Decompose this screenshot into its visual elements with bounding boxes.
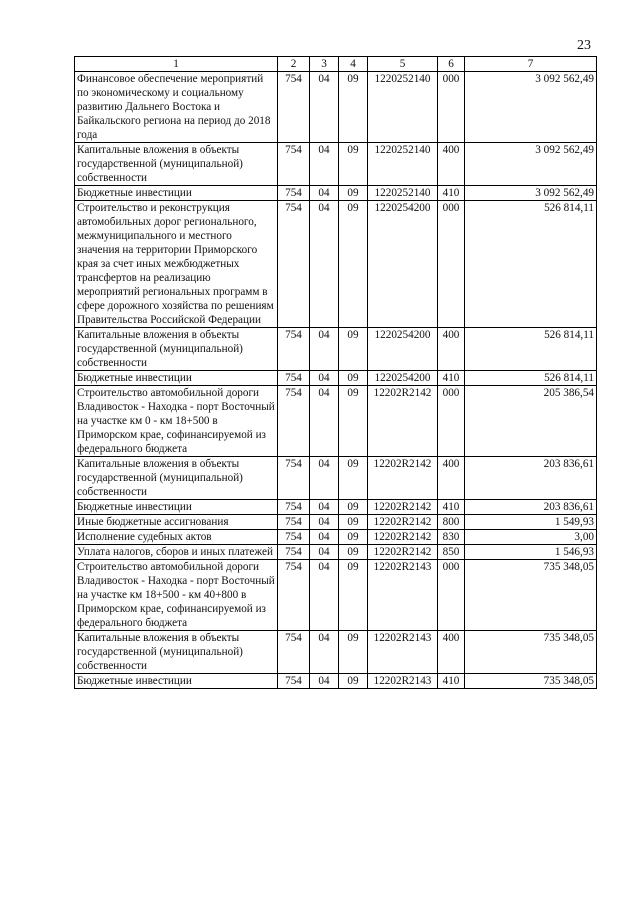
row-amount: 205 386,54: [465, 386, 597, 457]
row-subsection-code: 09: [339, 545, 368, 560]
row-subsection-code: 09: [339, 530, 368, 545]
row-expense-type: 000: [438, 560, 465, 631]
row-expense-type: 830: [438, 530, 465, 545]
row-name: Исполнение судебных актов: [75, 530, 278, 545]
row-target-article: 1220254200: [368, 371, 438, 386]
row-target-article: 12202R2142: [368, 530, 438, 545]
row-expense-type: 850: [438, 545, 465, 560]
table-row: [75, 386, 597, 457]
row-ministry-code: 754: [278, 371, 310, 386]
header-col-5: 5: [368, 57, 438, 72]
table-row: [75, 500, 597, 515]
row-amount: 203 836,61: [465, 500, 597, 515]
row-expense-type: 800: [438, 515, 465, 530]
row-ministry-code: 754: [278, 530, 310, 545]
row-name: Бюджетные инвестиции: [75, 674, 278, 689]
row-section-code: 04: [310, 530, 339, 545]
row-section-code: 04: [310, 371, 339, 386]
row-target-article: 1220252140: [368, 143, 438, 186]
row-amount: 3,00: [465, 530, 597, 545]
row-section-code: 04: [310, 545, 339, 560]
header-row: [75, 57, 597, 72]
row-expense-type: 410: [438, 186, 465, 201]
row-amount: 3 092 562,49: [465, 186, 597, 201]
row-section-code: 04: [310, 201, 339, 328]
row-subsection-code: 09: [339, 500, 368, 515]
row-section-code: 04: [310, 328, 339, 371]
page-number: 23: [577, 38, 591, 53]
row-name: Капитальные вложения в объекты государственной (муниципальной) собственности: [75, 631, 278, 674]
row-expense-type: 410: [438, 674, 465, 689]
row-ministry-code: 754: [278, 545, 310, 560]
table-row: [75, 72, 597, 143]
row-expense-type: 400: [438, 143, 465, 186]
table-row: [75, 186, 597, 201]
row-section-code: 04: [310, 457, 339, 500]
table-row: [75, 328, 597, 371]
row-section-code: 04: [310, 560, 339, 631]
row-subsection-code: 09: [339, 201, 368, 328]
row-expense-type: 000: [438, 386, 465, 457]
row-subsection-code: 09: [339, 560, 368, 631]
row-name: Иные бюджетные ассигнования: [75, 515, 278, 530]
row-name: Бюджетные инвестиции: [75, 500, 278, 515]
row-amount: 203 836,61: [465, 457, 597, 500]
row-subsection-code: 09: [339, 457, 368, 500]
row-ministry-code: 754: [278, 457, 310, 500]
header-col-2: 2: [278, 57, 310, 72]
row-name: Уплата налогов, сборов и иных платежей: [75, 545, 278, 560]
row-ministry-code: 754: [278, 201, 310, 328]
row-name: Финансовое обеспечение мероприятий по экономическому и социальному развитию Дальнего Востока и Байкальского региона на период до 2018 года: [75, 72, 278, 143]
table-row: [75, 143, 597, 186]
row-amount: 735 348,05: [465, 674, 597, 689]
row-target-article: 1220254200: [368, 328, 438, 371]
row-section-code: 04: [310, 631, 339, 674]
row-expense-type: 400: [438, 631, 465, 674]
row-target-article: 12202R2143: [368, 560, 438, 631]
table-row: [75, 560, 597, 631]
row-subsection-code: 09: [339, 328, 368, 371]
header-col-4: 4: [339, 57, 368, 72]
row-amount: 735 348,05: [465, 631, 597, 674]
row-target-article: 12202R2143: [368, 631, 438, 674]
row-target-article: 12202R2142: [368, 457, 438, 500]
row-name: Капитальные вложения в объекты государственной (муниципальной) собственности: [75, 457, 278, 500]
row-section-code: 04: [310, 386, 339, 457]
row-section-code: 04: [310, 143, 339, 186]
row-ministry-code: 754: [278, 631, 310, 674]
row-subsection-code: 09: [339, 72, 368, 143]
row-ministry-code: 754: [278, 186, 310, 201]
row-target-article: 12202R2142: [368, 545, 438, 560]
table-body: [75, 72, 597, 689]
row-name: Капитальные вложения в объекты государственной (муниципальной) собственности: [75, 143, 278, 186]
row-subsection-code: 09: [339, 386, 368, 457]
budget-table: [74, 56, 597, 689]
row-expense-type: 000: [438, 201, 465, 328]
row-expense-type: 400: [438, 457, 465, 500]
table-row: [75, 530, 597, 545]
row-target-article: 12202R2143: [368, 674, 438, 689]
row-ministry-code: 754: [278, 515, 310, 530]
row-section-code: 04: [310, 186, 339, 201]
row-amount: 1 549,93: [465, 515, 597, 530]
row-amount: 526 814,11: [465, 328, 597, 371]
table-row: [75, 371, 597, 386]
header-col-3: 3: [310, 57, 339, 72]
row-target-article: 1220252140: [368, 72, 438, 143]
row-amount: 735 348,05: [465, 560, 597, 631]
row-section-code: 04: [310, 515, 339, 530]
header-col-1: 1: [75, 57, 278, 72]
row-subsection-code: 09: [339, 631, 368, 674]
row-ministry-code: 754: [278, 328, 310, 371]
table-row: [75, 457, 597, 500]
row-target-article: 1220252140: [368, 186, 438, 201]
table-row: [75, 515, 597, 530]
table-row: [75, 674, 597, 689]
header-col-7: 7: [465, 57, 597, 72]
row-ministry-code: 754: [278, 674, 310, 689]
row-name: Капитальные вложения в объекты государственной (муниципальной) собственности: [75, 328, 278, 371]
row-subsection-code: 09: [339, 186, 368, 201]
row-target-article: 1220254200: [368, 201, 438, 328]
row-section-code: 04: [310, 674, 339, 689]
row-expense-type: 410: [438, 500, 465, 515]
row-ministry-code: 754: [278, 72, 310, 143]
row-expense-type: 410: [438, 371, 465, 386]
row-subsection-code: 09: [339, 371, 368, 386]
row-amount: 3 092 562,49: [465, 143, 597, 186]
row-name: Бюджетные инвестиции: [75, 186, 278, 201]
row-section-code: 04: [310, 500, 339, 515]
header-col-6: 6: [438, 57, 465, 72]
row-name: Строительство и реконструкция автомобильных дорог регионального, межмуниципального и местного значения на территории Приморского края за счет иных межбюджетных трансфертов на реализацию мероприятий региональных программ в сфере дорожного хозяйства по решениям Правительства Российской Федерации: [75, 201, 278, 328]
table-row: [75, 545, 597, 560]
row-ministry-code: 754: [278, 386, 310, 457]
row-ministry-code: 754: [278, 143, 310, 186]
row-expense-type: 400: [438, 328, 465, 371]
row-name: Строительство автомобильной дороги Владивосток - Находка - порт Восточный на участке км 0 - км 18+500 в Приморском крае, софинансируемой из федерального бюджета: [75, 386, 278, 457]
row-ministry-code: 754: [278, 560, 310, 631]
row-subsection-code: 09: [339, 515, 368, 530]
row-name: Бюджетные инвестиции: [75, 371, 278, 386]
row-ministry-code: 754: [278, 500, 310, 515]
row-subsection-code: 09: [339, 143, 368, 186]
row-amount: 1 546,93: [465, 545, 597, 560]
row-amount: 3 092 562,49: [465, 72, 597, 143]
row-expense-type: 000: [438, 72, 465, 143]
row-target-article: 12202R2142: [368, 386, 438, 457]
row-target-article: 12202R2142: [368, 500, 438, 515]
row-target-article: 12202R2142: [368, 515, 438, 530]
row-section-code: 04: [310, 72, 339, 143]
table-row: [75, 631, 597, 674]
row-amount: 526 814,11: [465, 371, 597, 386]
row-name: Строительство автомобильной дороги Владивосток - Находка - порт Восточный на участке км 18+500 - км 40+800 в Приморском крае, софинансируемой из федерального бюджета: [75, 560, 278, 631]
table-row: [75, 201, 597, 328]
row-amount: 526 814,11: [465, 201, 597, 328]
row-subsection-code: 09: [339, 674, 368, 689]
